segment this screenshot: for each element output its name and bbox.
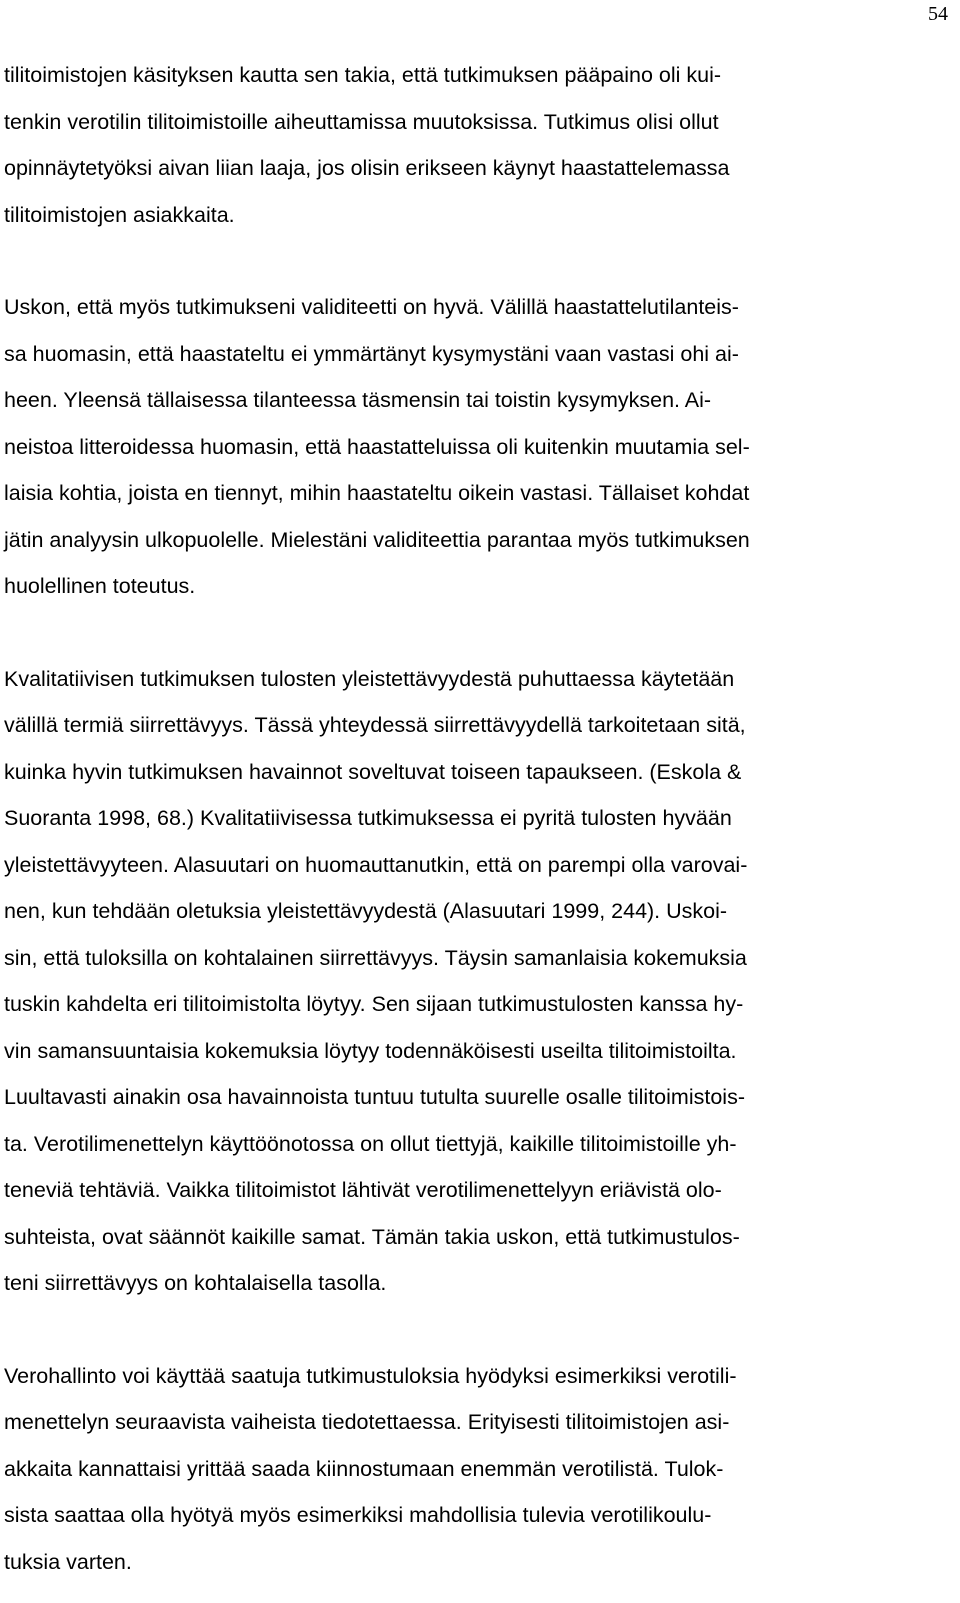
text-line: Kvalitatiivisen tutkimuksen tulosten yleistettävyydestä puhuttaessa käytetään (4, 666, 735, 691)
paragraph-1 (4, 52, 944, 238)
text-line: yleistettävyyteen. Alasuutari on huomauttanutkin, että on parempi olla varovai- (4, 852, 748, 877)
paragraph-3 (4, 656, 944, 1307)
paragraph-4 (4, 1353, 944, 1586)
text-line: laisia kohtia, joista en tiennyt, mihin haastateltu oikein vastasi. Tällaiset kohdat (4, 481, 750, 505)
text-line: heen. Yleensä tällaisessa tilanteessa täsmensin tai toistin kysymyksen. Ai- (4, 388, 712, 412)
text-line: menettelyn seuraavista vaiheista tiedotettaessa. Erityisesti tilitoimistojen asi- (4, 1410, 730, 1434)
text-line: teneviä tehtäviä. Vaikka tilitoimistot lähtivät verotilimenettelyyn eriävistä olo- (4, 1178, 722, 1202)
text-line: sin, että tuloksilla on kohtalainen siirrettävyys. Täysin samanlaisia kokemuksia (4, 945, 747, 970)
text-line: vin samansuuntaisia kokemuksia löytyy todennäköisesti useilta tilitoimistoilta. (4, 1038, 737, 1063)
text-line: tuskin kahdelta eri tilitoimistolta löytyy. Sen sijaan tutkimustulosten kanssa hy- (4, 992, 744, 1016)
text-line: Suoranta 1998, 68.) Kvalitatiivisessa tutkimuksessa ei pyritä tulosten hyvään (4, 806, 732, 830)
document-body (4, 52, 944, 1585)
text-line: jätin analyysin ulkopuolelle. Mielestäni validiteettia parantaa myös tutkimuksen (4, 527, 750, 552)
text-line: Verohallinto voi käyttää saatuja tutkimustuloksia hyödyksi esimerkiksi verotili- (4, 1363, 737, 1388)
text-line: neistoa litteroidessa huomasin, että haastatteluissa oli kuitenkin muutamia sel- (4, 434, 750, 459)
text-line: tilitoimistojen asiakkaita. (4, 202, 235, 227)
text-line: sista saattaa olla hyötyä myös esimerkiksi mahdollisia tulevia verotilikoulu- (4, 1503, 712, 1527)
text-line: teni siirrettävyys on kohtalaisella tasolla. (4, 1271, 387, 1295)
text-line: suhteista, ovat säännöt kaikille samat. Tämän takia uskon, että tutkimustulos- (4, 1224, 740, 1249)
text-line: tuksia varten. (4, 1549, 132, 1574)
text-line: sa huomasin, että haastateltu ei ymmärtänyt kysymystäni vaan vastasi ohi ai- (4, 341, 739, 366)
paragraph-2 (4, 284, 944, 610)
text-line: kuinka hyvin tutkimuksen havainnot soveltuvat toiseen tapaukseen. (Eskola & (4, 759, 742, 784)
text-line: huolellinen toteutus. (4, 574, 196, 598)
text-line: tilitoimistojen käsityksen kautta sen takia, että tutkimuksen pääpaino oli kui- (4, 63, 722, 87)
text-line: Uskon, että myös tutkimukseni validiteetti on hyvä. Välillä haastattelutilanteis- (4, 295, 739, 319)
text-line: Luultavasti ainakin osa havainnoista tuntuu tutulta suurelle osalle tilitoimistois- (4, 1085, 745, 1109)
text-line: akkaita kannattaisi yrittää saada kiinnostumaan enemmän verotilistä. Tulok- (4, 1456, 724, 1481)
text-line: nen, kun tehdään oletuksia yleistettävyydestä (Alasuutari 1999, 244). Uskoi- (4, 899, 728, 923)
text-line: välillä termiä siirrettävyys. Tässä yhteydessä siirrettävyydellä tarkoitetaan sitä, (4, 713, 746, 737)
text-line: tenkin verotilin tilitoimistoille aiheuttamissa muutoksissa. Tutkimus olisi ollut (4, 109, 719, 134)
page-number: 54 (928, 3, 948, 25)
text-line: ta. Verotilimenettelyn käyttöönotossa on ollut tiettyjä, kaikille tilitoimistoille yh- (4, 1131, 737, 1156)
text-line: opinnäytetyöksi aivan liian laaja, jos olisin erikseen käynyt haastattelemassa (4, 156, 730, 180)
